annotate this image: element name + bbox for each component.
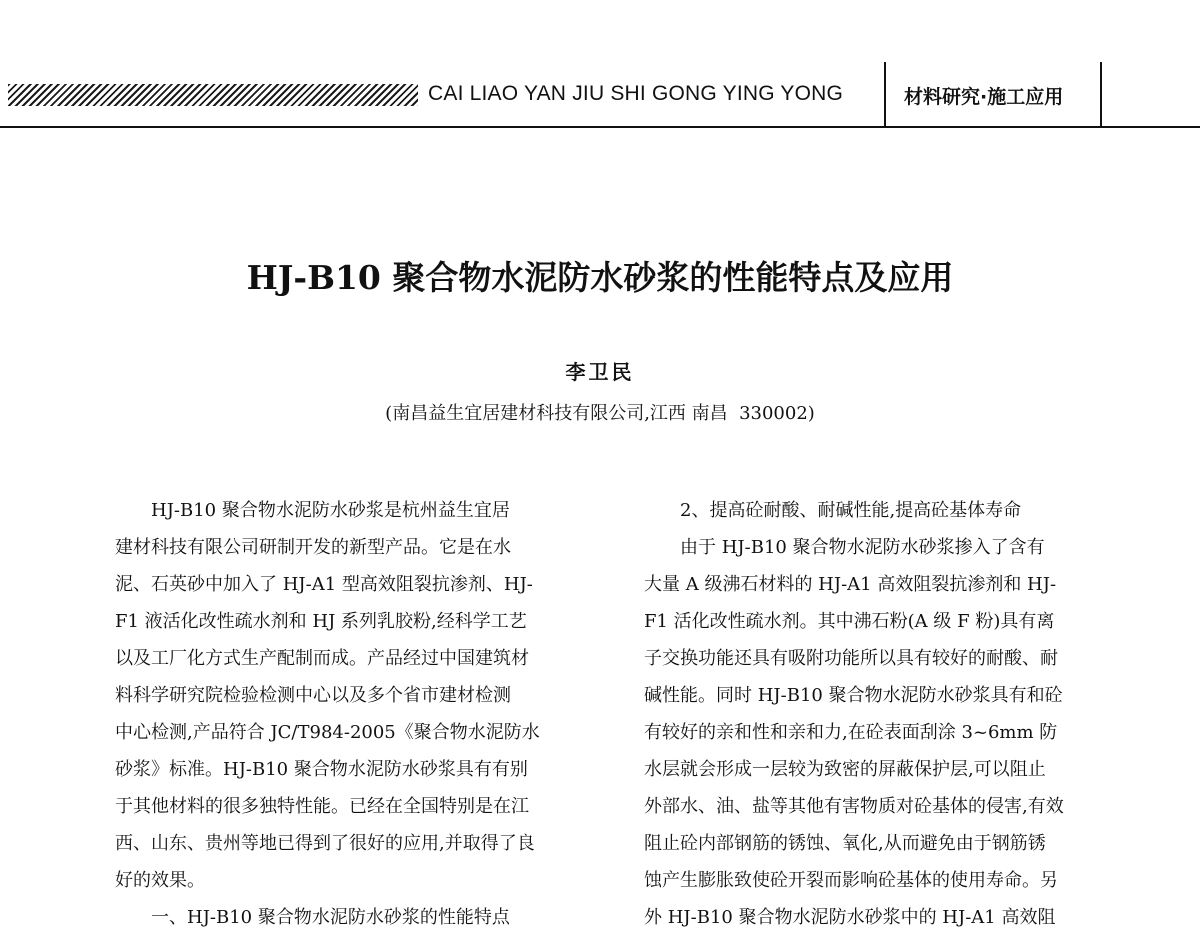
journal-name-en: CAI LIAO YAN JIU SHI GONG YING YONG (428, 82, 844, 105)
body-line: 西、山东、贵州等地已得到了很好的应用,并取得了良 (115, 833, 535, 854)
body-line: 蚀产生膨胀致使砼开裂而影响砼基体的使用寿命。另 (644, 870, 1058, 891)
body-column-right (644, 492, 1114, 936)
body-line: 碱性能。同时 HJ-B10 聚合物水泥防水砂浆具有和砼 (644, 685, 1063, 706)
body-line: F1 液活化改性疏水剂和 HJ 系列乳胶粉,经科学工艺 (115, 611, 527, 632)
body-line: 好的效果。 (115, 870, 205, 891)
body-line: 料科学研究院检验检测中心以及多个省市建材检测 (115, 685, 511, 706)
body-line: 中心检测,产品符合 JC/T984-2005《聚合物水泥防水 (115, 722, 540, 743)
body-line: 由于 HJ-B10 聚合物水泥防水砂浆掺入了含有 (680, 537, 1045, 558)
body-line: 阻止砼内部钢筋的锈蚀、氧化,从而避免由于钢筋锈 (644, 833, 1046, 854)
hatch-decoration (8, 84, 418, 106)
body-line: HJ-B10 聚合物水泥防水砂浆是杭州益生宜居 (151, 500, 510, 521)
body-line: 泥、石英砂中加入了 HJ-A1 型高效阻裂抗渗剂、HJ- (115, 574, 533, 595)
header-divider-left (884, 62, 886, 126)
section-heading: 一、HJ-B10 聚合物水泥防水砂浆的性能特点 (151, 907, 510, 928)
body-line: 外部水、油、盐等其他有害物质对砼基体的侵害,有效 (644, 796, 1064, 817)
author-affiliation: (南昌益生宜居建材科技有限公司,江西 南昌 330002) (385, 403, 815, 424)
body-line: 水层就会形成一层较为致密的屏蔽保护层,可以阻止 (644, 759, 1046, 780)
body-line: F1 活化改性疏水剂。其中沸石粉(A 级 F 粉)具有离 (644, 611, 1055, 632)
body-line: 大量 A 级沸石材料的 HJ-A1 高效阻裂抗渗剂和 HJ- (644, 574, 1057, 595)
article-title: HJ-B10 聚合物水泥防水砂浆的性能特点及应用 (246, 258, 954, 297)
body-line: 子交换功能还具有吸附功能所以具有较好的耐酸、耐 (644, 648, 1058, 669)
subsection-heading: 2、提高砼耐酸、耐碱性能,提高砼基体寿命 (680, 500, 1022, 521)
body-line: 外 HJ-B10 聚合物水泥防水砂浆中的 HJ-A1 高效阻 (644, 907, 1056, 928)
body-line: 有较好的亲和性和亲和力,在砼表面刮涂 3~6mm 防 (644, 722, 1058, 743)
body-line: 建材科技有限公司研制开发的新型产品。它是在水 (115, 537, 511, 558)
body-column-left (115, 492, 585, 936)
body-line: 于其他材料的很多独特性能。已经在全国特别是在江 (115, 796, 529, 817)
body-line: 砂浆》标准。HJ-B10 聚合物水泥防水砂浆具有有别 (115, 759, 528, 780)
author-name: 李卫民 (565, 360, 635, 384)
section-label: 材料研究·施工应用 (904, 86, 1064, 108)
header-divider-right (1100, 62, 1102, 126)
header-rule (0, 126, 1200, 128)
body-line: 以及工厂化方式生产配制而成。产品经过中国建筑材 (115, 648, 529, 669)
running-header (0, 62, 1200, 128)
